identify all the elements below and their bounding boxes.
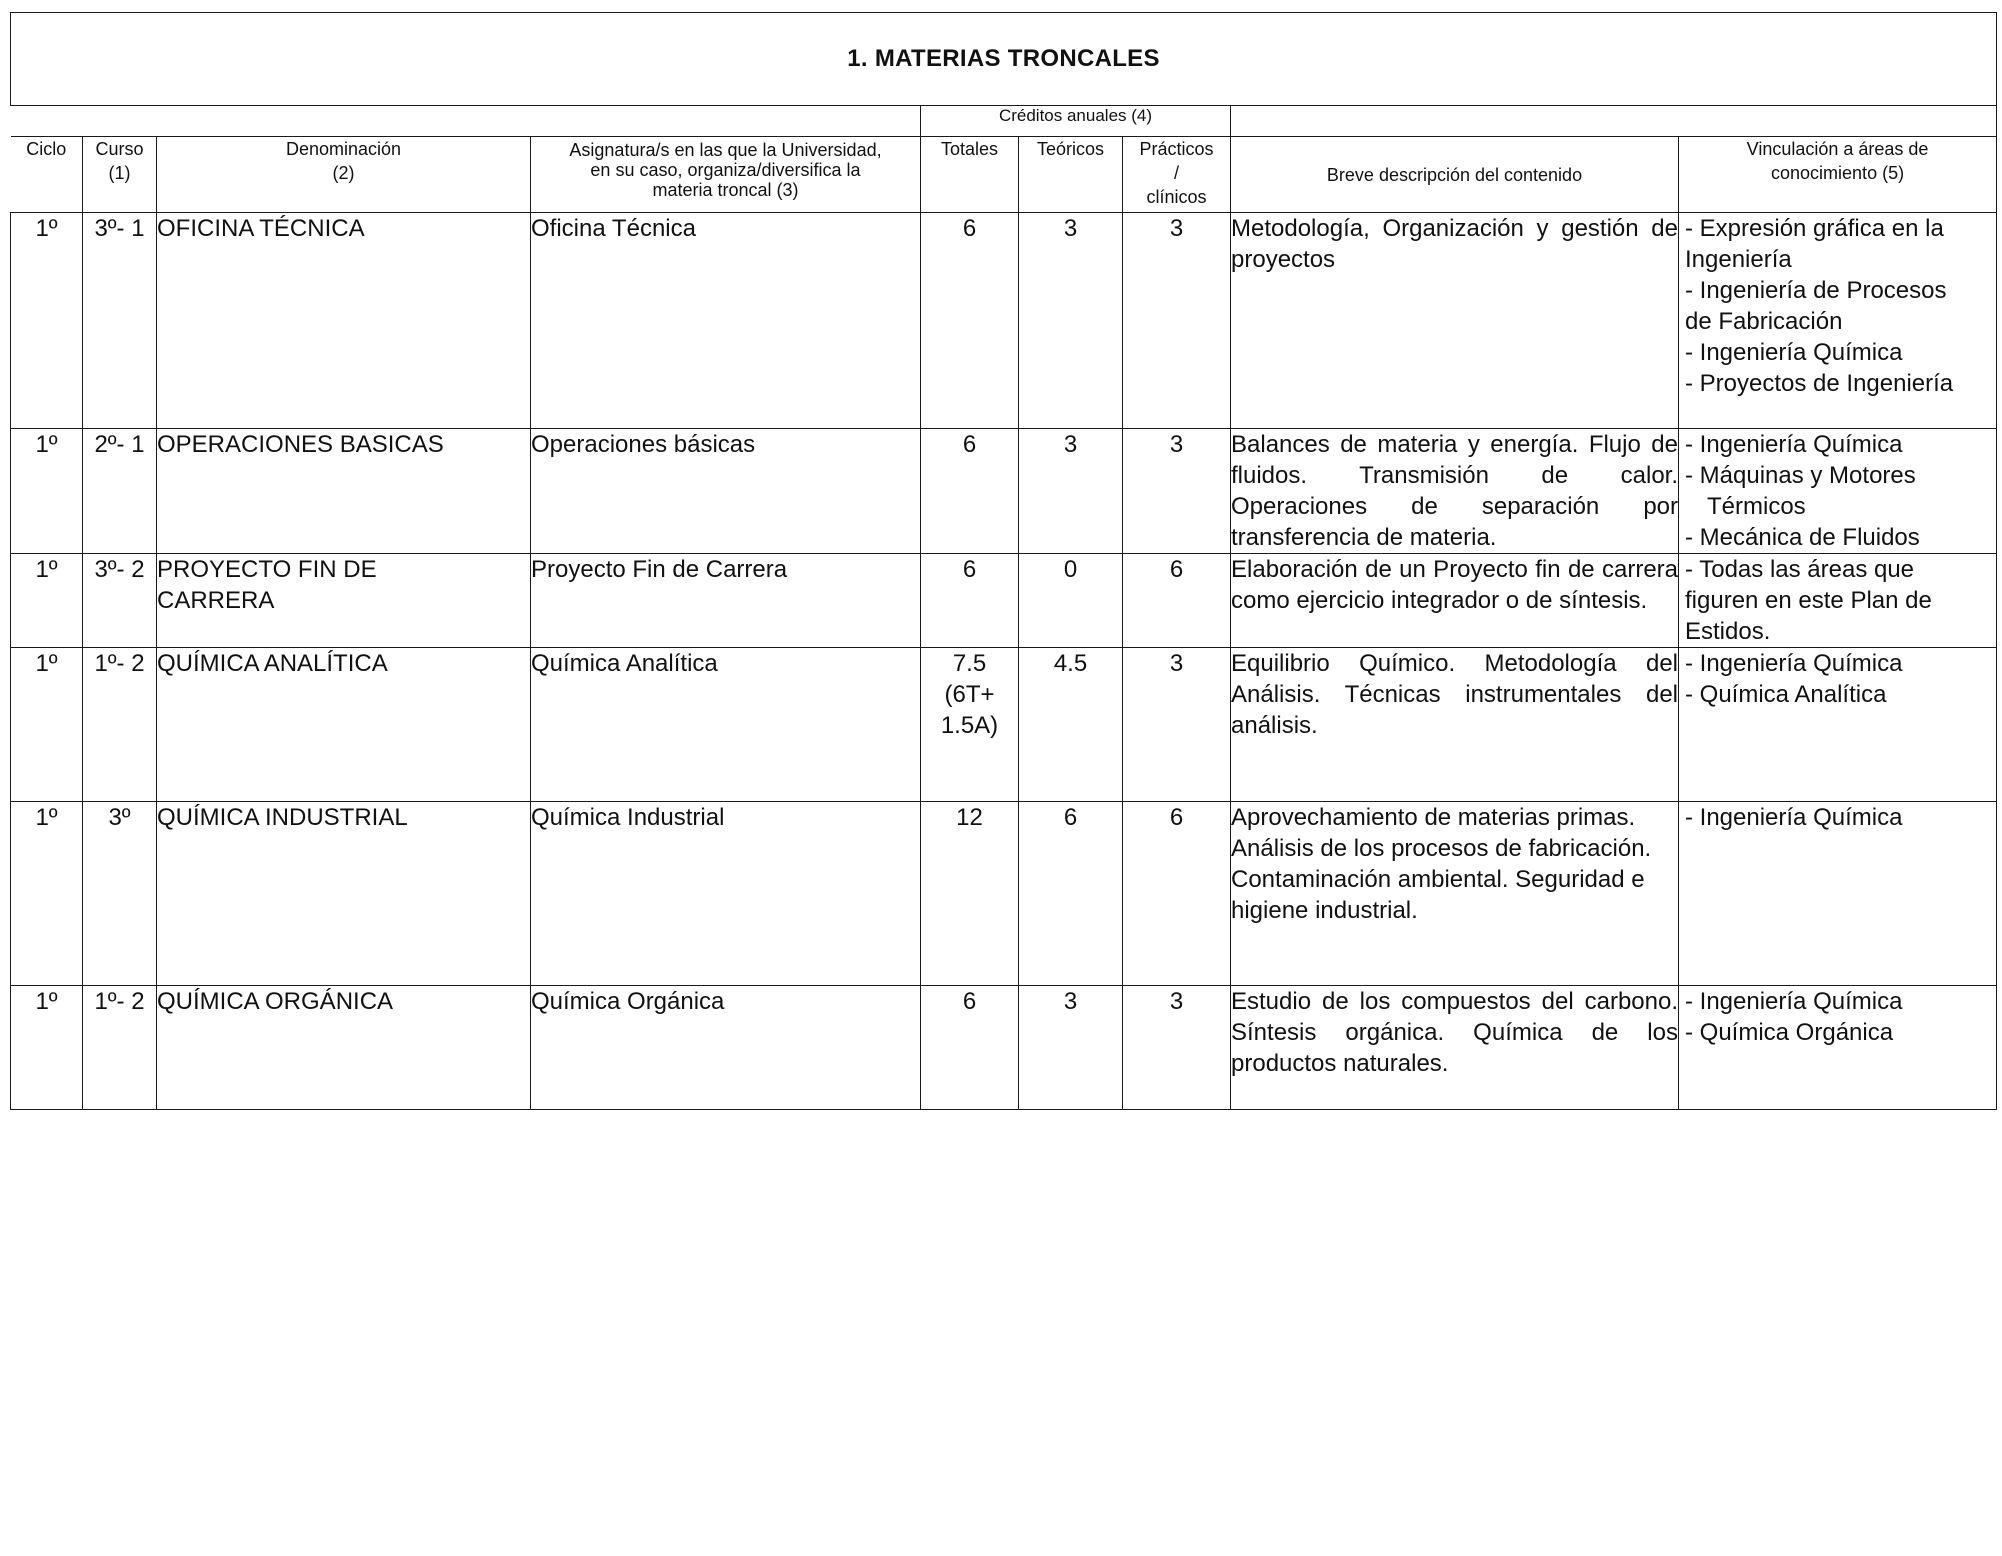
table-row [11, 802, 1997, 986]
cell-denominacion: PROYECTO FIN DE CARRERA [157, 554, 531, 648]
header-spacer [11, 106, 921, 137]
cell-totales: 6 [921, 213, 1019, 429]
cell-areas: - Ingeniería Química - Química Analítica [1679, 648, 1997, 802]
cell-areas: - Ingeniería Química - Máquinas y Motores Térmicos - Mecánica de Fluidos [1679, 429, 1997, 554]
cell-denominacion: OFICINA TÉCNICA [157, 213, 531, 429]
column-header-row [11, 137, 1997, 213]
cell-descripcion: Estudio de los compuestos del carbono. Síntesis orgánica. Química de los productos naturales. [1231, 986, 1679, 1110]
header-practicos: Prácticos / clínicos [1123, 137, 1231, 213]
cell-teoricos: 3 [1019, 213, 1123, 429]
cell-teoricos: 0 [1019, 554, 1123, 648]
header-spacer-right [1231, 106, 1997, 137]
cell-asignatura: Proyecto Fin de Carrera [531, 554, 921, 648]
cell-ciclo: 1º [11, 213, 83, 429]
cell-teoricos: 3 [1019, 429, 1123, 554]
cell-asignatura: Química Analítica [531, 648, 921, 802]
cell-denominacion: QUÍMICA ORGÁNICA [157, 986, 531, 1110]
cell-teoricos: 3 [1019, 986, 1123, 1110]
cell-practicos: 6 [1123, 554, 1231, 648]
title-row [11, 13, 1997, 106]
cell-descripcion: Elaboración de un Proyecto fin de carrera como ejercicio integrador o de síntesis. [1231, 554, 1679, 648]
header-ciclo: Ciclo [11, 137, 83, 213]
cell-practicos: 3 [1123, 986, 1231, 1110]
table-row [11, 648, 1997, 802]
cell-asignatura: Química Orgánica [531, 986, 921, 1110]
cell-totales: 7.5 (6T+ 1.5A) [921, 648, 1019, 802]
header-asignatura: Asignatura/s en las que la Universidad, en su caso, organiza/diversifica la materia troncal (3) [531, 137, 921, 213]
creditos-group-header: Créditos anuales (4) [921, 106, 1231, 137]
cell-descripcion: Balances de materia y energía. Flujo de fluidos. Transmisión de calor. Operaciones de separación por transferencia de materia. [1231, 429, 1679, 554]
cell-denominacion: QUÍMICA ANALÍTICA [157, 648, 531, 802]
cell-practicos: 6 [1123, 802, 1231, 986]
cell-practicos: 3 [1123, 213, 1231, 429]
header-teoricos: Teóricos [1019, 137, 1123, 213]
cell-areas: - Ingeniería Química [1679, 802, 1997, 986]
cell-areas: - Todas las áreas que figuren en este Plan de Estidos. [1679, 554, 1997, 648]
cell-teoricos: 6 [1019, 802, 1123, 986]
cell-areas: - Ingeniería Química - Química Orgánica [1679, 986, 1997, 1110]
header-descripcion: Breve descripción del contenido [1231, 137, 1679, 213]
materias-table [10, 12, 1997, 1110]
header-curso: Curso (1) [83, 137, 157, 213]
cell-curso: 1º- 2 [83, 986, 157, 1110]
cell-teoricos: 4.5 [1019, 648, 1123, 802]
table-row [11, 213, 1997, 429]
header-totales: Totales [921, 137, 1019, 213]
cell-descripcion: Equilibrio Químico. Metodología del Análisis. Técnicas instrumentales del análisis. [1231, 648, 1679, 802]
cell-denominacion: OPERACIONES BASICAS [157, 429, 531, 554]
cell-curso: 3º [83, 802, 157, 986]
table-row [11, 429, 1997, 554]
cell-ciclo: 1º [11, 554, 83, 648]
cell-curso: 2º- 1 [83, 429, 157, 554]
cell-areas: - Expresión gráfica en la Ingeniería - Ingeniería de Procesos de Fabricación - Ingeniería Química - Proyectos de Ingeniería [1679, 213, 1997, 429]
table-row [11, 986, 1997, 1110]
header-vinculacion: Vinculación a áreas de conocimiento (5) [1679, 137, 1997, 213]
cell-totales: 12 [921, 802, 1019, 986]
cell-ciclo: 1º [11, 986, 83, 1110]
cell-curso: 3º- 2 [83, 554, 157, 648]
materias-troncales-sheet [10, 12, 1996, 1110]
table-row [11, 554, 1997, 648]
cell-asignatura: Química Industrial [531, 802, 921, 986]
cell-practicos: 3 [1123, 648, 1231, 802]
cell-descripcion: Aprovechamiento de materias primas. Análisis de los procesos de fabricación. Contaminación ambiental. Seguridad e higiene industrial. [1231, 802, 1679, 986]
page-title: 1. MATERIAS TRONCALES [11, 13, 1997, 106]
cell-denominacion: QUÍMICA INDUSTRIAL [157, 802, 531, 986]
cell-asignatura: Oficina Técnica [531, 213, 921, 429]
cell-totales: 6 [921, 986, 1019, 1110]
cell-totales: 6 [921, 429, 1019, 554]
header-denominacion: Denominación (2) [157, 137, 531, 213]
cell-ciclo: 1º [11, 429, 83, 554]
cell-curso: 3º- 1 [83, 213, 157, 429]
cell-ciclo: 1º [11, 648, 83, 802]
cell-descripcion: Metodología, Organización y gestión de proyectos [1231, 213, 1679, 429]
cell-ciclo: 1º [11, 802, 83, 986]
cell-asignatura: Operaciones básicas [531, 429, 921, 554]
header-group-row [11, 106, 1997, 137]
cell-totales: 6 [921, 554, 1019, 648]
cell-practicos: 3 [1123, 429, 1231, 554]
cell-curso: 1º- 2 [83, 648, 157, 802]
